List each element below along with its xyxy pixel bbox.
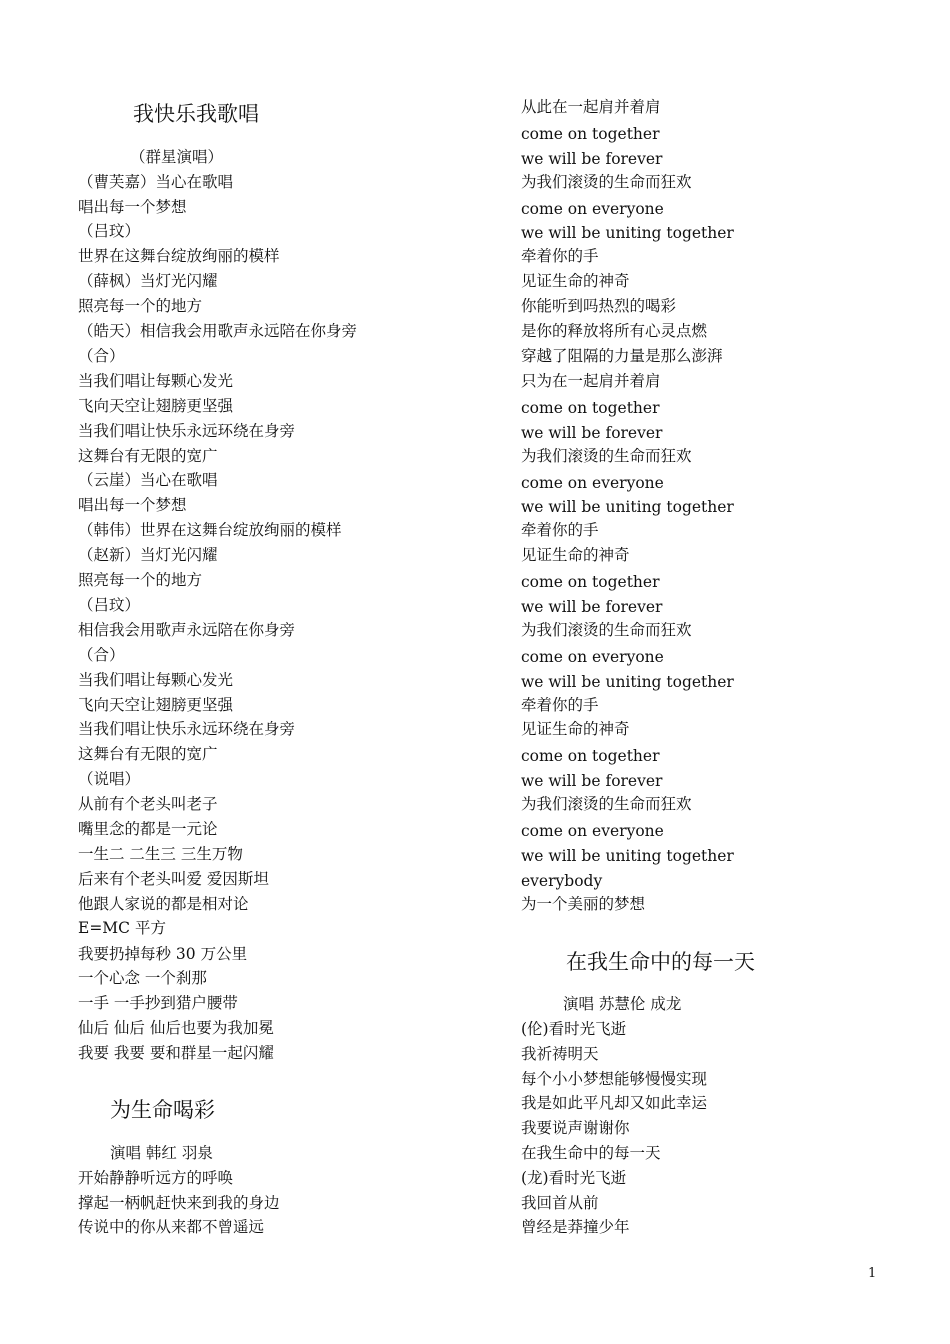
lyric-line: come on everyone — [521, 200, 664, 218]
lyric-line: （皓天）相信我会用歌声永远陪在你身旁 — [78, 322, 358, 340]
lyric-line: 这舞台有无限的宽广 — [78, 745, 218, 763]
lyric-line: we will be forever — [521, 424, 663, 442]
lyric-line: 唱出每一个梦想 — [78, 496, 187, 514]
lyric-line: 一生二 二生三 三生万物 — [78, 845, 243, 863]
lyric-line: 照亮每一个的地方 — [78, 571, 203, 589]
lyric-line: （曹芙嘉）当心在歌唱 — [78, 173, 234, 191]
lyric-line: （合） — [78, 347, 125, 365]
lyric-line: 为我们滚烫的生命而狂欢 — [521, 795, 692, 813]
lyric-line: 穿越了阻隔的力量是那么澎湃 — [521, 347, 723, 365]
lyric-line: 当我们唱让每颗心发光 — [78, 671, 234, 689]
page-number: 1 — [868, 1266, 877, 1281]
lyric-line: 照亮每一个的地方 — [78, 297, 203, 315]
lyric-line: we will be uniting together — [521, 847, 734, 865]
lyric-line: 只为在一起肩并着肩 — [521, 372, 661, 390]
song-title: 我快乐我歌唱 — [133, 102, 259, 126]
lyric-line: （合） — [78, 646, 125, 664]
lyric-line: 为我们滚烫的生命而狂欢 — [521, 621, 692, 639]
lyric-line: come on together — [521, 399, 660, 417]
lyric-line: 嘴里念的都是一元论 — [78, 820, 218, 838]
lyric-line: 从前有个老头叫老子 — [78, 795, 218, 813]
lyric-line: come on everyone — [521, 474, 664, 492]
lyric-line: 见证生命的神奇 — [521, 546, 630, 564]
lyric-line: （吕玟） — [78, 596, 141, 614]
lyric-line: 当我们唱让每颗心发光 — [78, 372, 234, 390]
lyric-line: 传说中的你从来都不曾遥远 — [78, 1218, 265, 1236]
lyric-line: 见证生命的神奇 — [521, 272, 630, 290]
lyric-line: 牵着你的手 — [521, 521, 599, 539]
lyric-line: （云崖）当心在歌唱 — [78, 471, 218, 489]
lyric-line: 曾经是莽撞少年 — [521, 1218, 630, 1236]
lyric-line: we will be uniting together — [521, 498, 734, 516]
lyric-line: （赵新）当灯光闪耀 — [78, 546, 218, 564]
lyric-line: 相信我会用歌声永远陪在你身旁 — [78, 621, 296, 639]
lyric-line: 世界在这舞台绽放绚丽的模样 — [78, 247, 280, 265]
lyric-line: 开始静静听远方的呼唤 — [78, 1169, 234, 1187]
lyric-line: 撑起一柄帆赶快来到我的身边 — [78, 1194, 280, 1212]
lyric-line: come on together — [521, 573, 660, 591]
lyric-line: 为我们滚烫的生命而狂欢 — [521, 173, 692, 191]
lyric-line: everybody — [521, 872, 603, 890]
lyric-line: come on together — [521, 747, 660, 765]
lyric-line: come on together — [521, 125, 660, 143]
lyric-line: 每个小小梦想能够慢慢实现 — [521, 1070, 708, 1088]
lyric-line: 飞向天空让翅膀更坚强 — [78, 696, 234, 714]
lyric-line: 我祈祷明天 — [521, 1045, 599, 1063]
song-credit: （群星演唱） — [130, 148, 224, 166]
lyric-line: 一手 一手抄到猎户腰带 — [78, 994, 238, 1012]
lyric-line: 后来有个老头叫爱 爱因斯坦 — [78, 870, 269, 888]
lyric-line: （薛枫）当灯光闪耀 — [78, 272, 218, 290]
lyric-line: come on everyone — [521, 648, 664, 666]
lyric-line: （说唱） — [78, 770, 141, 788]
lyric-line: E=MC 平方 — [78, 919, 166, 937]
lyric-line: 我要说声谢谢你 — [521, 1119, 630, 1137]
song-title: 在我生命中的每一天 — [566, 950, 755, 974]
lyric-line: 他跟人家说的都是相对论 — [78, 895, 249, 913]
lyric-line: we will be uniting together — [521, 673, 734, 691]
lyric-line: we will be forever — [521, 150, 663, 168]
lyric-line: (伦)看时光飞逝 — [521, 1020, 627, 1038]
lyric-line: 你能听到吗热烈的喝彩 — [521, 297, 677, 315]
lyric-line: （吕玟） — [78, 222, 141, 240]
lyric-line: come on everyone — [521, 822, 664, 840]
lyric-line: 飞向天空让翅膀更坚强 — [78, 397, 234, 415]
lyric-line: 在我生命中的每一天 — [521, 1144, 661, 1162]
lyric-line: 是你的释放将所有心灵点燃 — [521, 322, 708, 340]
lyric-line: 从此在一起肩并着肩 — [521, 98, 661, 116]
lyric-line: （韩伟）世界在这舞台绽放绚丽的模样 — [78, 521, 342, 539]
lyric-line: we will be uniting together — [521, 224, 734, 242]
lyric-line: 牵着你的手 — [521, 696, 599, 714]
lyric-line: 我要 我要 要和群星一起闪耀 — [78, 1044, 274, 1062]
song-title: 为生命喝彩 — [110, 1098, 215, 1122]
lyric-line: 当我们唱让快乐永远环绕在身旁 — [78, 422, 296, 440]
lyric-line: 我是如此平凡却又如此幸运 — [521, 1094, 708, 1112]
lyric-line: we will be forever — [521, 598, 663, 616]
lyric-line: we will be forever — [521, 772, 663, 790]
lyric-line: 当我们唱让快乐永远环绕在身旁 — [78, 720, 296, 738]
lyric-line: 一个心念 一个刹那 — [78, 969, 207, 987]
lyric-line: 牵着你的手 — [521, 247, 599, 265]
lyric-line: 见证生命的神奇 — [521, 720, 630, 738]
song-credit: 演唱 韩红 羽泉 — [110, 1144, 213, 1162]
lyric-line: (龙)看时光飞逝 — [521, 1169, 627, 1187]
lyric-line: 我回首从前 — [521, 1194, 599, 1212]
lyric-line: 唱出每一个梦想 — [78, 198, 187, 216]
lyric-line: 这舞台有无限的宽广 — [78, 447, 218, 465]
song-credit: 演唱 苏慧伦 成龙 — [563, 995, 682, 1013]
lyric-line: 为我们滚烫的生命而狂欢 — [521, 447, 692, 465]
lyric-line: 仙后 仙后 仙后也要为我加冕 — [78, 1019, 274, 1037]
lyric-line: 我要扔掉每秒 30 万公里 — [78, 945, 248, 963]
lyric-line: 为一个美丽的梦想 — [521, 895, 646, 913]
